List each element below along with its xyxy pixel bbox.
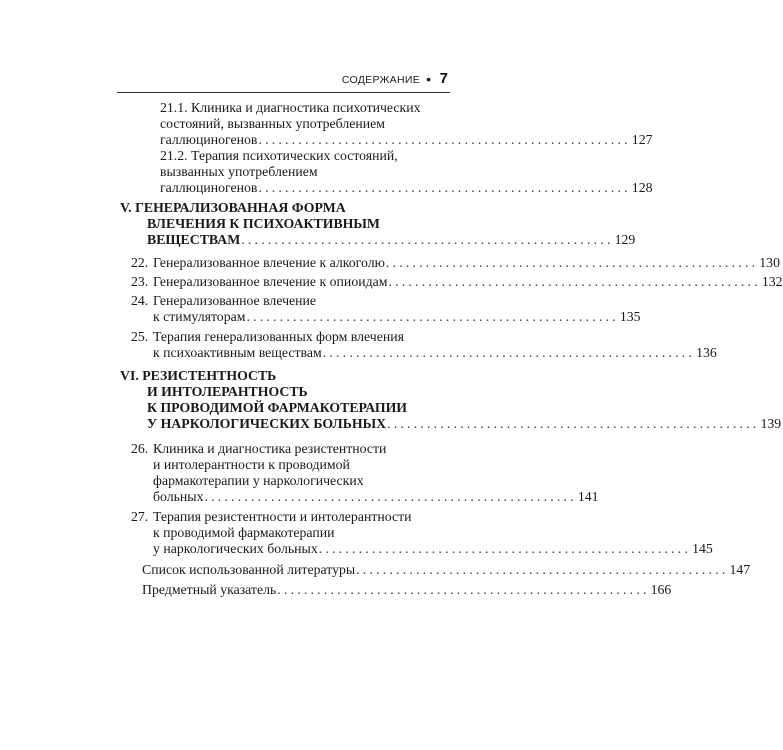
toc-21-1-line-1: 21.1. Клиника и диагностика психотических: [160, 100, 421, 115]
toc-references-page: 147: [729, 562, 751, 577]
part-vi-title-line-3: К ПРОВОДИМОЙ ФАРМАКОТЕРАПИИ: [147, 400, 408, 415]
dot-leader: ........................................................: [318, 541, 692, 556]
toc-22-title: Генерализованное влечение к алкоголю: [153, 255, 385, 270]
toc-22-leader[interactable]: [153, 255, 780, 271]
part-vi-leader[interactable]: [147, 416, 782, 432]
toc-21-2-leader[interactable]: [160, 180, 653, 196]
dot-leader: ........................................................: [322, 345, 696, 360]
toc-21-2-page: 128: [631, 180, 653, 195]
dot-leader: ........................................................: [356, 562, 729, 577]
toc-23-leader[interactable]: [153, 274, 783, 290]
toc-25-line-2: к психоактивным веществам: [153, 345, 322, 360]
dot-leader: ........................................................: [385, 255, 759, 270]
toc-21-1-leader[interactable]: [160, 132, 653, 148]
part-v-leader[interactable]: [147, 232, 636, 248]
toc-26-number: 26.: [131, 441, 149, 456]
page-number: 7: [439, 70, 448, 87]
toc-26-leader[interactable]: [153, 489, 599, 505]
part-v-page: 129: [614, 232, 636, 247]
toc-references-leader[interactable]: [142, 562, 751, 578]
header-bullet: •: [426, 71, 431, 87]
dot-leader: ........................................................: [204, 489, 577, 504]
toc-21-2-line-1: 21.2. Терапия психотических состояний,: [160, 148, 398, 163]
toc-27-line-2: к проводимой фармакотерапии: [153, 525, 335, 540]
part-v-title-line-2: ВЛЕЧЕНИЯ К ПСИХОАКТИВНЫМ: [147, 216, 380, 231]
toc-24-number: 24.: [131, 293, 149, 308]
toc-27-line-3: у наркологических больных: [153, 541, 318, 556]
toc-23-page: 132: [761, 274, 783, 289]
dot-leader: ........................................................: [258, 132, 631, 147]
toc-index-title: Предметный указатель: [142, 582, 277, 597]
toc-24-leader[interactable]: [153, 309, 641, 325]
toc-25-number: 25.: [131, 329, 149, 344]
toc-26-line-3: фармакотерапии у наркологических: [153, 473, 364, 488]
dot-leader: ........................................................: [241, 232, 614, 247]
toc-26-line-1: Клиника и диагностика резистентности: [153, 441, 387, 456]
part-vi-title-line-2: И ИНТОЛЕРАНТНОСТЬ: [147, 384, 308, 399]
toc-23-number: 23.: [131, 274, 149, 289]
toc-21-2-line-2: вызванных употреблением: [160, 164, 318, 179]
toc-22-page: 130: [759, 255, 780, 270]
toc-25-page: 136: [696, 345, 717, 360]
running-title: СОДЕРЖАНИЕ: [341, 74, 420, 86]
toc-27-line-1: Терапия резистентности и интолерантности: [153, 509, 412, 524]
dot-leader: ........................................................: [258, 180, 631, 195]
dot-leader: ........................................................: [388, 274, 761, 289]
toc-index-page: 166: [650, 582, 672, 597]
toc-25-leader[interactable]: [153, 345, 717, 361]
part-v-title-line-1: V. ГЕНЕРАЛИЗОВАННАЯ ФОРМА: [120, 200, 346, 215]
toc-24-line-1: Генерализованное влечение: [153, 293, 317, 308]
toc-24-page: 135: [619, 309, 641, 324]
toc-27-leader[interactable]: [153, 541, 713, 557]
toc-21-2-line-3: галлюциногенов: [160, 180, 258, 195]
toc-21-1-line-2: состояний, вызванных употреблением: [160, 116, 385, 131]
part-vi-title-line-1: VI. РЕЗИСТЕНТНОСТЬ: [120, 368, 277, 383]
toc-26-line-4: больных: [153, 489, 204, 504]
toc-21-1-line-3: галлюциногенов: [160, 132, 258, 147]
part-vi-title-line-4: У НАРКОЛОГИЧЕСКИХ БОЛЬНЫХ: [147, 416, 387, 431]
part-vi-page: 139: [760, 416, 782, 431]
dot-leader: ........................................................: [277, 582, 650, 597]
toc-23-title: Генерализованное влечение к опиоидам: [153, 274, 388, 289]
toc-27-number: 27.: [131, 509, 149, 524]
dot-leader: ........................................................: [246, 309, 619, 324]
dot-leader: ........................................................: [387, 416, 760, 431]
part-v-title-line-3: ВЕЩЕСТВАМ: [147, 232, 241, 247]
toc-24-line-2: к стимуляторам: [153, 309, 246, 324]
toc-25-line-1: Терапия генерализованных форм влечения: [153, 329, 404, 344]
toc-index-leader[interactable]: [142, 582, 672, 598]
toc-21-1-page: 127: [631, 132, 653, 147]
toc-27-page: 145: [692, 541, 713, 556]
toc-26-page: 141: [577, 489, 599, 504]
toc-22-number: 22.: [131, 255, 149, 270]
toc-26-line-2: и интолерантности к проводимой: [153, 457, 350, 472]
toc-references-title: Список использованной литературы: [142, 562, 356, 577]
